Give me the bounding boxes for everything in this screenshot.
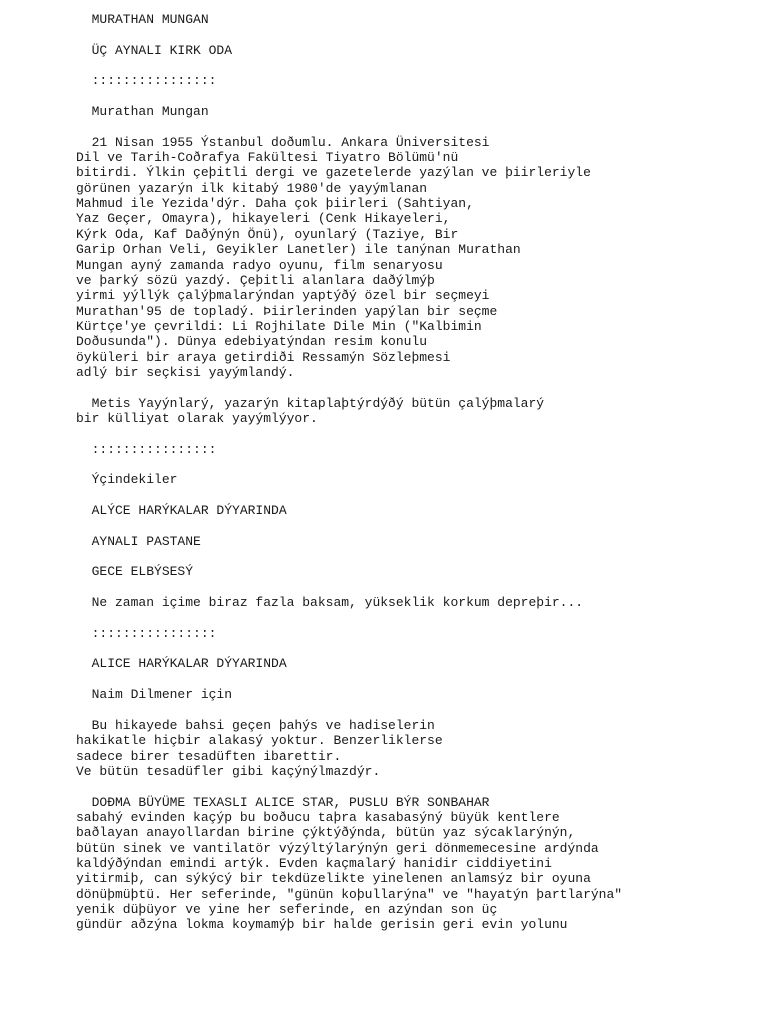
text-line: Yaz Geçer, Omayra), hikayeleri (Cenk Hikayeleri, (76, 211, 451, 227)
text-line: Kýrk Oda, Kaf Daðýnýn Önü), oyunlarý (Taziye, Bir (76, 226, 459, 242)
text-line: Doðusunda"). Dünya edebiyatýndan resim konulu (76, 334, 428, 350)
text-line: bitirdi. Ýlkin çeþitli dergi ve gazetelerde yazýlan ve þiirleriyle (76, 165, 591, 181)
text-line: Naim Dilmener için (76, 687, 233, 703)
text-line: dönüþmüþtü. Her seferinde, "günün koþullarýna" ve "hayatýn þartlarýna" (76, 886, 623, 902)
text-line: MURATHAN MUNGAN (76, 12, 209, 27)
text-line: ALICE HARÝKALAR DÝYARINDA (76, 656, 287, 672)
text-line: 21 Nisan 1955 Ýstanbul doðumlu. Ankara Üniversitesi (76, 134, 490, 150)
text-line: Ýçindekiler (76, 472, 178, 488)
blank-line (76, 549, 622, 564)
blank-line (76, 779, 622, 794)
text-line: öyküleri bir araya getirdiði Ressamýn Sözleþmesi (76, 349, 451, 365)
blank-line (76, 488, 622, 503)
text-line: kaldýðýndan emindi artýk. Evden kaçmalarý hanidir ciddiyetini (76, 855, 552, 871)
text-line: :::::::::::::::: (76, 73, 217, 89)
blank-line (76, 518, 622, 533)
text-line: görünen yazarýn ilk kitabý 1980'de yayýmlanan (76, 180, 428, 196)
text-line: AYNALI PASTANE (76, 533, 201, 549)
text-line: Metis Yayýnlarý, yazarýn kitaplaþtýrdýðý bütün çalýþmalarý (76, 395, 545, 411)
text-line: ALÝCE HARÝKALAR DÝYARINDA (76, 503, 287, 518)
blank-line (76, 27, 622, 42)
text-line: :::::::::::::::: (76, 441, 217, 457)
text-line: Bu hikayede bahsi geçen þahýs ve hadiselerin (76, 717, 435, 733)
text-line: DOÐMA BÜYÜME TEXASLI ALICE STAR, PUSLU BÝR SONBAHAR (76, 794, 490, 810)
blank-line (76, 702, 622, 717)
text-line: Kürtçe'ye çevrildi: Li Rojhilate Dile Min ("Kalbimin (76, 318, 482, 334)
blank-line (76, 672, 622, 687)
blank-line (76, 580, 622, 595)
blank-line (76, 457, 622, 472)
text-line: yenik düþüyor ve yine her seferinde, en azýndan son üç (76, 901, 498, 917)
text-line: Mahmud ile Yezida'dýr. Daha çok þiirleri (Sahtiyan, (76, 196, 474, 212)
blank-line (76, 89, 622, 104)
blank-line (76, 58, 622, 73)
text-line: ÜÇ AYNALI KIRK ODA (76, 42, 233, 58)
document-text (76, 12, 622, 933)
text-line: GECE ELBÝSESÝ (76, 564, 194, 580)
text-line: Murathan Mungan (76, 104, 209, 120)
blank-line (76, 641, 622, 656)
text-line: yirmi yýllýk çalýþmalarýndan yaptýðý özel bir seçmeyi (76, 288, 490, 304)
text-line: Garip Orhan Veli, Geyikler Lanetler) ile tanýnan Murathan (76, 242, 521, 258)
text-line: baðlayan anayollardan birine çýktýðýnda, bütün yaz sýcaklarýnýn, (76, 825, 576, 841)
text-line: Ve bütün tesadüfler gibi kaçýnýlmazdýr. (76, 763, 381, 779)
text-line: Mungan ayný zamanda radyo oyunu, film senaryosu (76, 257, 443, 273)
text-line: sadece birer tesadüften ibarettir. (76, 748, 342, 764)
blank-line (76, 380, 622, 395)
text-line: ve þarký sözü yazdý. Çeþitli alanlara daðýlmýþ (76, 272, 435, 288)
text-line: Dil ve Tarih-Coðrafya Fakültesi Tiyatro Bölümü'nü (76, 150, 459, 166)
text-line: hakikatle hiçbir alakasý yoktur. Benzerliklerse (76, 733, 443, 749)
text-line: bütün sinek ve vantilatör výzýltýlarýnýn geri dönmemecesine ardýnda (76, 840, 599, 856)
text-line: Ne zaman içime biraz fazla baksam, yükseklik korkum depreþir... (76, 595, 584, 611)
text-line: Murathan'95 de topladý. Þiirlerinden yapýlan bir seçme (76, 303, 498, 319)
text-line: gündür aðzýna lokma koymamýþ bir halde gerisin geri evin yolunu (76, 917, 568, 933)
text-line: :::::::::::::::: (76, 625, 217, 641)
blank-line (76, 426, 622, 441)
text-line: adlý bir seçkisi yayýmlandý. (76, 364, 295, 380)
text-line: yitirmiþ, can sýkýcý bir tekdüzelikte yinelenen anlamsýz bir oyuna (76, 871, 591, 887)
text-line: bir külliyat olarak yayýmlýyor. (76, 410, 318, 426)
blank-line (76, 610, 622, 625)
text-line: sabahý evinden kaçýp bu boðucu taþra kasabasýný büyük kentlere (76, 809, 560, 825)
blank-line (76, 119, 622, 134)
